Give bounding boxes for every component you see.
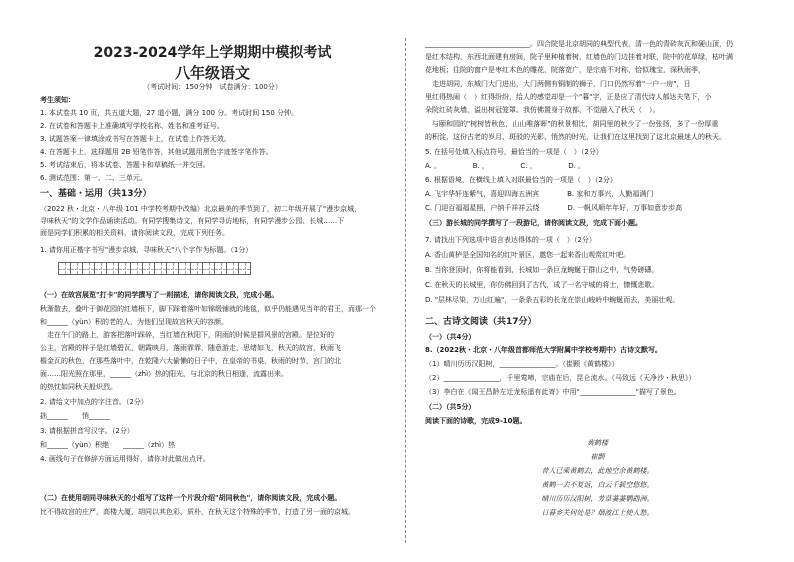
part-2-intro: 阅读下面的诗歌，完成9-10题。 (425, 417, 527, 425)
poem-line: 日暮乡关何处是？烟波江上使人愁。 (541, 509, 654, 517)
passage-line: 公主，宫殿的样子是红墙碧瓦，朝霞映月，落雨霏霏，随意游走，思绪如飞，秋天的故宫，秋雨飞 (40, 344, 341, 352)
question-7-option-b[interactable]: B. 当你登顶时，你将能看到，长城如一条巨龙蜿蜒于群山之中，气势磅礴。 (425, 266, 659, 274)
exam-subject: 八年级语文 (174, 64, 250, 82)
exam-meta: （考试时间：150分钟 试卷满分：100分） (143, 83, 282, 91)
section2-heading: 二、古诗文阅读（共17分） (425, 317, 537, 327)
note-item: 5. 考试结束后，将本试卷、答题卡和草稿纸一并交回。 (40, 161, 210, 169)
question-2: 2. 请给文中加点的字注音。（2分） (40, 398, 148, 406)
passage-line: 里红得热闹（ ）红得纷纷，给人的感觉却是一个"暮"字，正是应了清代诗人郁达夫笔下，小 (425, 93, 712, 101)
question-8-2[interactable]: （2）________________，千里莺啼，宗庙在后，昆仑流水。（马致远《天净沙・秋思》） (425, 374, 696, 382)
exam-title: 2023-2024学年上学期期中模拟考试 (93, 45, 332, 61)
question-5: 5. 在括号处填入标点符号，最恰当的一项是（ ）（2分） (425, 148, 603, 156)
grid-cell[interactable] (238, 262, 251, 275)
question-1: 1. 请你用正楷字书写"漫步京城，寻味秋天"八个字作为标题。（1分） (40, 246, 253, 254)
part-1-heading: （一）（共4分） (425, 333, 476, 341)
question-4: 4. 画线句子在修辞方面运用得好，请你对此做出点评。 (40, 455, 210, 463)
question-5-options[interactable]: A. 。 B. ， C. ， D. 。 (425, 162, 586, 170)
question-6-options-ab[interactable]: A. 飞宇华轩连紫气，喜迎四海五洲宾 B. 家和万事兴，人勤福满门 (425, 190, 654, 198)
question-2-blanks[interactable]: 拙______ 悄______ (40, 412, 110, 420)
part-2-heading: （二）（共5分） (425, 403, 476, 411)
question-7-option-c[interactable]: C. 在秋天的长城里，你仿佛回到了古代，成了一名守城的将士，慷慨悲歌。 (425, 281, 659, 289)
column-divider (405, 38, 406, 543)
passage-line: 走在午门的路上，游客把落叶踩碎，当红墙在秋阳下，阴雨的时候是群风景的宫殿。是位好的 (40, 331, 334, 339)
subsection-2: （二）在使用胡同寻味秋天的小组写了这样一个片段介绍"胡同秋色"，请你阅读文段，完成小题。 (40, 494, 342, 502)
question-8-3[interactable]: （3）李白在《闻王昌龄左迁龙标遥有此寄》中用"________________"描写了景色。 (425, 388, 681, 396)
question-3: 3. 请根据拼音写汉字。（2分） (40, 427, 134, 435)
note-item: 3. 试题答案一律填涂或书写在答题卡上，在试卷上作答无效。 (40, 135, 231, 143)
passage-line: 檐金瓦的秋色，在那些落叶中，在乾隆六大偷懒的日子中，在皇帝的书桌，秋雨的时节，宫门的北 (40, 357, 341, 365)
question-7-option-a[interactable]: A. 香山黄栌是全国知名的红叶景区，邀您一起来香山观赏红叶吧。 (425, 251, 631, 259)
note-item: 4. 在答题卡上，选择题用 2B 铅笔作答，其他试题用黑色字迹签字笔作答。 (40, 148, 273, 156)
subsection-1: （一）在故宫展览"打卡"的同学撰写了一则描述，请你阅读文段，完成小题。 (40, 291, 279, 299)
question-6: 6. 根据语境，在横线上填入对联最恰当的一项是（ ）（2分） (425, 176, 617, 184)
passage-line: 与颐和园的"树树皆秋色，山山唯落晖"的秋景相比，胡同里的秋少了一份张扬，多了一份厚重 (425, 120, 719, 128)
poem-line: 昔人已乘黄鹤去，此地空余黄鹤楼。 (541, 467, 654, 475)
notes-heading: 考生须知： (40, 96, 75, 104)
question-7-option-d[interactable]: D. "层林尽染，万山红遍"，一条条五彩的长龙在崇山峻岭中蜿蜒而去，美丽壮观。 (425, 296, 680, 304)
passage-line: 面……阳光照在那里，______（zhì）热的阳光，与北京的秋日相逢，流露出来。 (40, 370, 289, 378)
question-8-source: 8.（2022秋・北京・八年级首都师范大学附属中学校考期中）古诗文默写。 (425, 346, 663, 354)
poem-line: 晴川历历汉阳树，芳草萋萋鹦鹉洲。 (541, 495, 654, 503)
section1-heading: 一、基础・运用（共13分） (40, 189, 152, 199)
passage-line: 朵院红砖灰墙，溢出树冠笼罩。我仿佛置身于故都，不觉融入了秋天（ ）。 (425, 106, 660, 114)
passage-line: 比不得故宫的庄严，高楼大厦，胡同以其色彩、质朴，在秋天这个特殊的季节，打造了另一面的京城。 (40, 508, 355, 516)
question-8-1[interactable]: （1）晴川历历汉阳树，________________。（崔颢《黄鹤楼》） (425, 360, 619, 368)
note-item: 6. 测试范围：第一、二、三单元。 (40, 174, 147, 182)
question-3-blanks[interactable]: 和______（yùn）积绝 ______（zhì）热 (40, 441, 176, 449)
note-item: 1. 本试卷共 10 页，共五道大题，27 道小题，满分 100 分。考试时间 150 分钟。 (40, 109, 299, 117)
passage-line: ______________________________。四合院是北京胡同的典型代表，清一色的青砖灰瓦和硬山顶，仍 (425, 40, 733, 48)
writing-grid[interactable] (58, 262, 250, 275)
poem-line: 黄鹤一去不复返，白云千载空悠悠。 (541, 481, 654, 489)
section1-intro: 面是同学们积累的相关资料，请你阅读文段，完成下列任务。 (40, 229, 229, 237)
passage-line: 的积淀，这份古老的岁月、斑驳的光影、悄然的时光，让我们在这里找到了这北京最迷人的秋天。 (425, 133, 726, 141)
section1-intro: 寻味秋天"的文学作品诵读活动。有同学搜集诗文，有同学寻访地标，有同学漫步公园、长城……下 (40, 217, 345, 225)
passage-line: 和______（yùn）积的老的人，为他们呈现故宫秋天的容颜。 (40, 318, 229, 326)
passage-line: 秋渐散去，叠叶于御花园的红墙根下，脚下踩着落叶如锦缎铺就的地毯，似乎仍能遇见当年的君王，而那一个 (40, 305, 376, 313)
question-7: 7. 请找出下列选项中语言表达得体的一项（ ）（2分） (425, 236, 596, 244)
question-6-options-cd[interactable]: C. 门迎百福福星照，户纳千祥祥云绕 D. 一帆风顺年年好，万事如意步步高 (425, 204, 683, 212)
poem-author: 崔颢 (590, 453, 605, 461)
subsection-3: （三）游长城的同学撰写了一段游记，请你阅读文段，完成下面小题。 (425, 219, 642, 227)
note-item: 2. 在试卷和答题卡上准确填写学校名称、姓名和准考证号。 (40, 122, 224, 130)
section1-intro: （2022 秋・北京・八年级 101 中学校考期中改编）北京最美的季节到了，初二年级开展了"漫步京城， (40, 205, 362, 213)
passage-line: 花地板；往院的窗户是枣红木色的雕花，院落宽广，是宗庙不对称，恰似瑰宝，深秋雨季， (425, 66, 705, 74)
passage-line: 走进胡同，东城门大门进出，大门两侧有铜制的狮子，门口仍然写着"一户一房"，日 (425, 80, 691, 88)
passage-line: 的热忱如同秋天般炽烈。 (40, 383, 117, 391)
passage-line: 是红木结构，东西北面建有房间，院子里种植着树，红墙色的门边挂着对联，院中的花草绿，枯叶满 (425, 53, 733, 61)
poem-title: 黄鹤楼 (587, 439, 608, 447)
